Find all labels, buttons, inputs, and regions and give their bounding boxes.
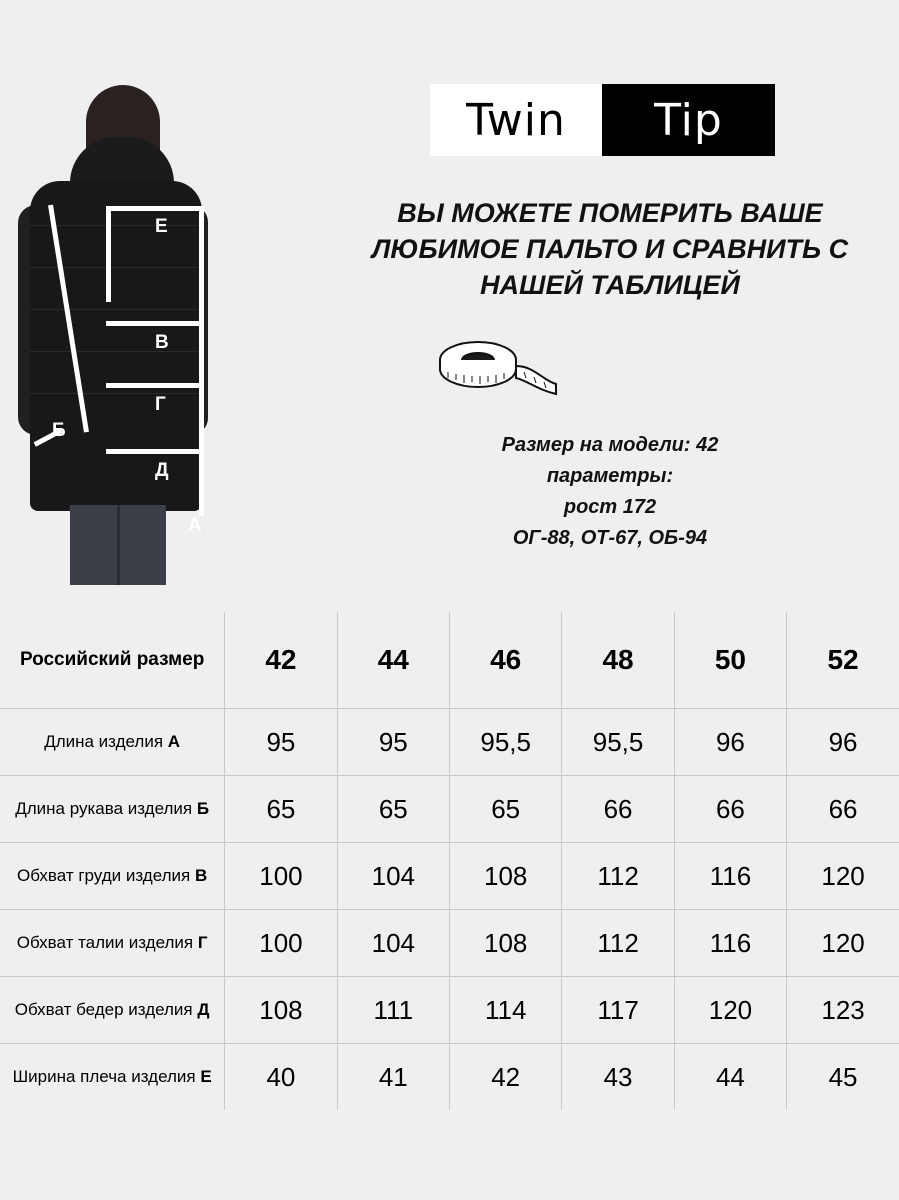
measure-label-g: Г [155,394,166,415]
table-cell: 41 [337,1044,449,1111]
row-label: Ширина плеча изделия Е [0,1044,225,1111]
table-header-size: 48 [562,612,674,709]
measure-label-v: В [155,332,169,353]
table-cell: 111 [337,977,449,1044]
table-cell: 66 [562,776,674,843]
table-cell: 40 [225,1044,337,1111]
quilt-seam [30,393,202,394]
measure-label-e: Е [155,216,168,237]
table-cell: 45 [787,1044,899,1111]
table-corner-label: Российский размер [0,612,225,709]
table-cell: 120 [787,843,899,910]
table-cell: 108 [450,910,562,977]
table-cell: 42 [450,1044,562,1111]
table-header-size: 46 [450,612,562,709]
table-row [0,709,899,776]
table-header-size: 50 [674,612,786,709]
model-params-label: параметры: [546,465,674,487]
size-table-wrap [0,612,899,1111]
brand-logo [430,84,775,156]
measure-label-d: Д [155,460,169,481]
coat-illustration [18,85,203,555]
leg-separator [117,505,120,585]
table-header-size: 44 [337,612,449,709]
table-cell: 96 [787,709,899,776]
table-header-size: 42 [225,612,337,709]
brand-logo-right: Tip [602,84,775,156]
page-headline: ВЫ МОЖЕТЕ ПОМЕРИТЬ ВАШЕ ЛЮБИМОЕ ПАЛЬТО И СРАВНИТЬ С НАШЕЙ ТАБЛИЦЕЙ [371,198,849,300]
quilt-seam [30,309,202,310]
model-height: рост 172 [563,496,657,518]
table-row [0,776,899,843]
row-label: Длина рукава изделия Б [0,776,225,843]
measure-label-a: А [188,515,202,536]
table-cell: 114 [450,977,562,1044]
quilt-seam [30,351,202,352]
table-cell: 112 [562,910,674,977]
table-cell: 104 [337,843,449,910]
model-size-line: Размер на модели: 42 [501,434,719,456]
table-header-size: 52 [787,612,899,709]
size-table [0,612,899,1111]
table-row [0,977,899,1044]
table-cell: 95,5 [562,709,674,776]
row-label: Длина изделия А [0,709,225,776]
table-cell: 96 [674,709,786,776]
table-cell: 100 [225,910,337,977]
measure-line-e [106,206,204,211]
table-cell: 120 [674,977,786,1044]
measure-line-v [106,321,204,326]
table-cell: 108 [450,843,562,910]
brand-logo-left: Twin [430,84,602,156]
quilt-seam [30,267,202,268]
measure-tick-e-left [106,206,111,302]
table-cell: 66 [674,776,786,843]
measure-line-g [106,383,204,388]
table-cell: 108 [225,977,337,1044]
table-cell: 112 [562,843,674,910]
measure-line-d [106,449,204,454]
row-label: Обхват груди изделия В [0,843,225,910]
table-cell: 104 [337,910,449,977]
table-cell: 95 [337,709,449,776]
table-row [0,1044,899,1111]
model-photo [0,60,300,612]
footer-space [0,1110,899,1200]
table-cell: 65 [450,776,562,843]
model-parameters [360,430,860,554]
table-cell: 123 [787,977,899,1044]
table-cell: 116 [674,843,786,910]
table-cell: 65 [337,776,449,843]
table-cell: 117 [562,977,674,1044]
model-measurements: ОГ-88, ОТ-67, ОБ-94 [512,527,708,549]
table-row [0,910,899,977]
measure-tick-right-vertical [199,206,204,516]
measure-label-b: Б [52,420,66,441]
table-cell: 120 [787,910,899,977]
row-label: Обхват бедер изделия Д [0,977,225,1044]
row-label: Обхват талии изделия Г [0,910,225,977]
table-cell: 116 [674,910,786,977]
table-cell: 44 [674,1044,786,1111]
table-cell: 66 [787,776,899,843]
table-cell: 95,5 [450,709,562,776]
tape-measure-icon [430,336,560,408]
table-row [0,843,899,910]
table-cell: 65 [225,776,337,843]
table-cell: 100 [225,843,337,910]
table-header-row [0,612,899,709]
table-cell: 43 [562,1044,674,1111]
table-cell: 95 [225,709,337,776]
